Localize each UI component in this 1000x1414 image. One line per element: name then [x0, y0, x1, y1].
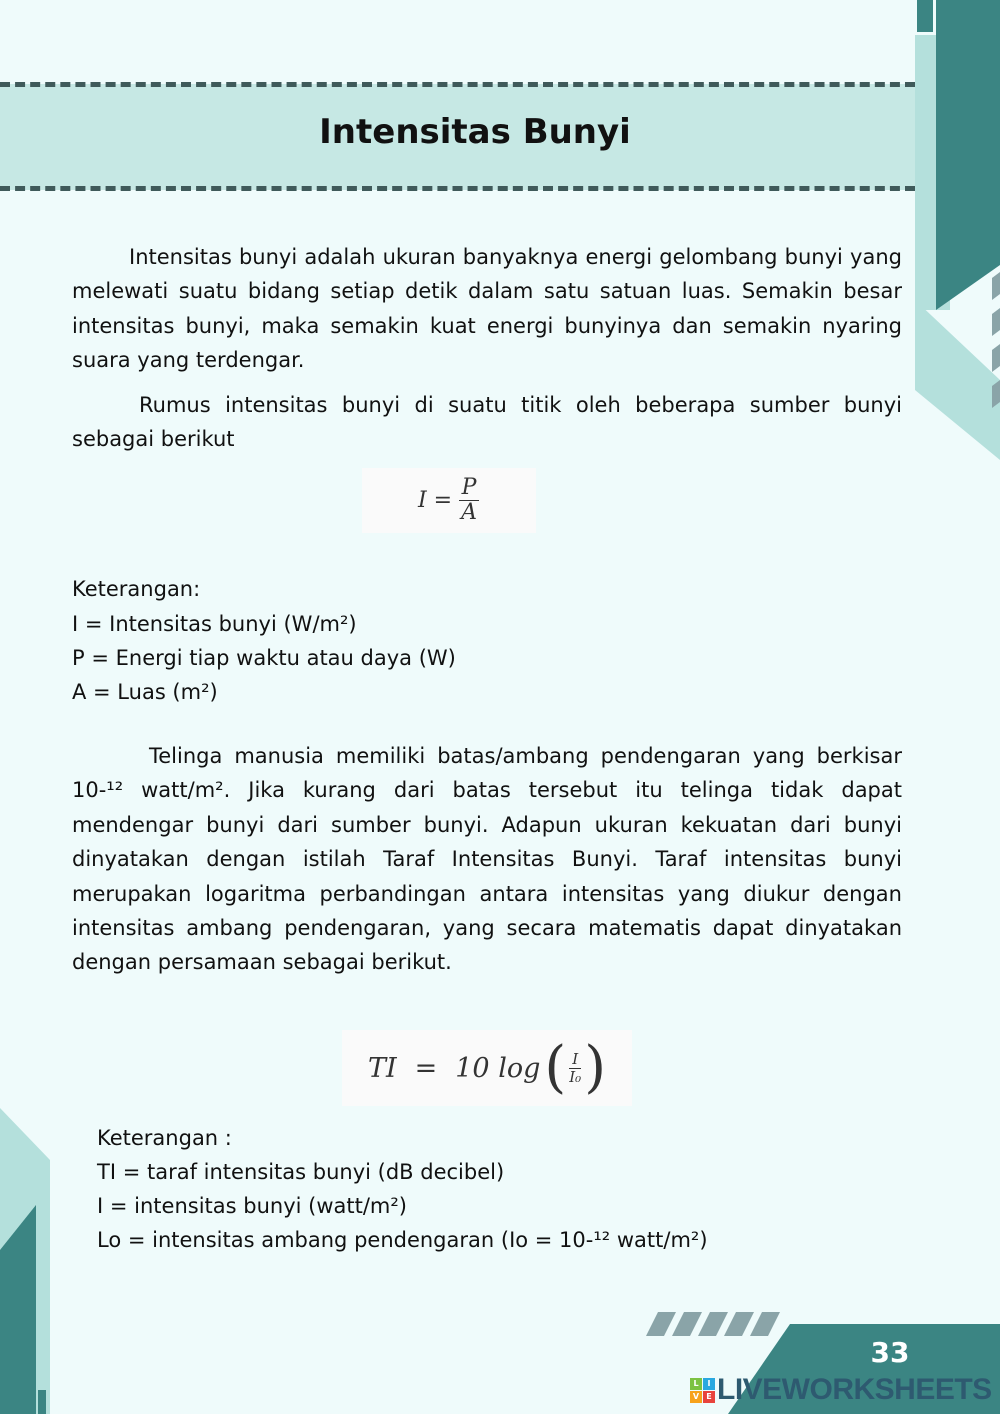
right-decoration [900, 0, 1000, 460]
keterangan1-item: I = Intensitas bunyi (W/m²) [72, 612, 357, 636]
formula1-fraction [458, 476, 480, 525]
left-decoration [0, 1100, 60, 1414]
keterangan1-item: A = Luas (m²) [72, 680, 218, 704]
liveworksheets-icon [690, 1378, 715, 1403]
icon-letter: V [690, 1391, 702, 1403]
intensity-level-formula [342, 1030, 632, 1106]
formula2-fraction [566, 1051, 584, 1085]
title-top-divider [0, 82, 915, 87]
brand-name: LIVEWORKSHEETS [717, 1373, 992, 1406]
title-bottom-divider [0, 186, 915, 191]
keterangan2-item: I = intensitas bunyi (watt/m²) [97, 1194, 407, 1218]
formula2-lhs: TI [367, 1052, 397, 1084]
page-number: 33 [870, 1336, 910, 1369]
formula2-equals: = [414, 1052, 438, 1084]
formula1-lhs: I = [417, 488, 453, 513]
intensity-formula [362, 468, 536, 533]
liveworksheets-logo[interactable] [690, 1373, 992, 1407]
formula2-denominator: I₀ [569, 1067, 582, 1086]
formula-intro-paragraph: Rumus intensitas bunyi di suatu titik oleh beberapa sumber bunyi sebagai berikut [72, 393, 902, 452]
threshold-paragraph: Telinga manusia memiliki batas/ambang pendengaran yang berkisar 10-¹² watt/m². Jika kurang dari batas tersebut itu telinga tidak dapat mendengar bunyi dari sumber bunyi. Adapun ukuran kekuatan dari bunyi dinyatakan dengan istilah Taraf Intensitas Bunyi. Taraf intensitas bunyi merupakan logaritma perbandingan antara intensitas yang diukur dengan intensitas ambang pendengaran, yang secara matematis dapat dinyatakan dengan persamaan sebagai berikut. [72, 744, 902, 975]
formula2-paren-left: ( [544, 1035, 567, 1100]
keterangan2-item: TI = taraf intensitas bunyi (dB decibel) [97, 1160, 505, 1184]
icon-letter: I [703, 1378, 715, 1390]
formula2-paren-right: ) [584, 1035, 607, 1100]
keterangan1-heading: Keterangan: [72, 577, 201, 601]
icon-letter: E [703, 1391, 715, 1403]
formula1-denominator: A [461, 500, 477, 525]
intro-paragraph: Intensitas bunyi adalah ukuran banyaknya energi gelombang bunyi yang melewati suatu bidang setiap detik dalam satu satuan luas. Semakin besar intensitas bunyi, maka semakin kuat energi bunyinya dan semakin nyaring suara yang terdengar. [72, 245, 902, 373]
icon-letter: L [690, 1378, 702, 1390]
keterangan2-heading: Keterangan : [97, 1126, 232, 1150]
keterangan2-item: Lo = intensitas ambang pendengaran (Io = 10-¹² watt/m²) [97, 1228, 708, 1252]
formula2-numerator: I [569, 1051, 581, 1069]
page-title: Intensitas Bunyi [319, 112, 631, 152]
formula1-numerator: P [459, 476, 480, 501]
formula2-coefficient: 10 log [455, 1052, 541, 1084]
keterangan1-item: P = Energi tiap waktu atau daya (W) [72, 646, 456, 670]
